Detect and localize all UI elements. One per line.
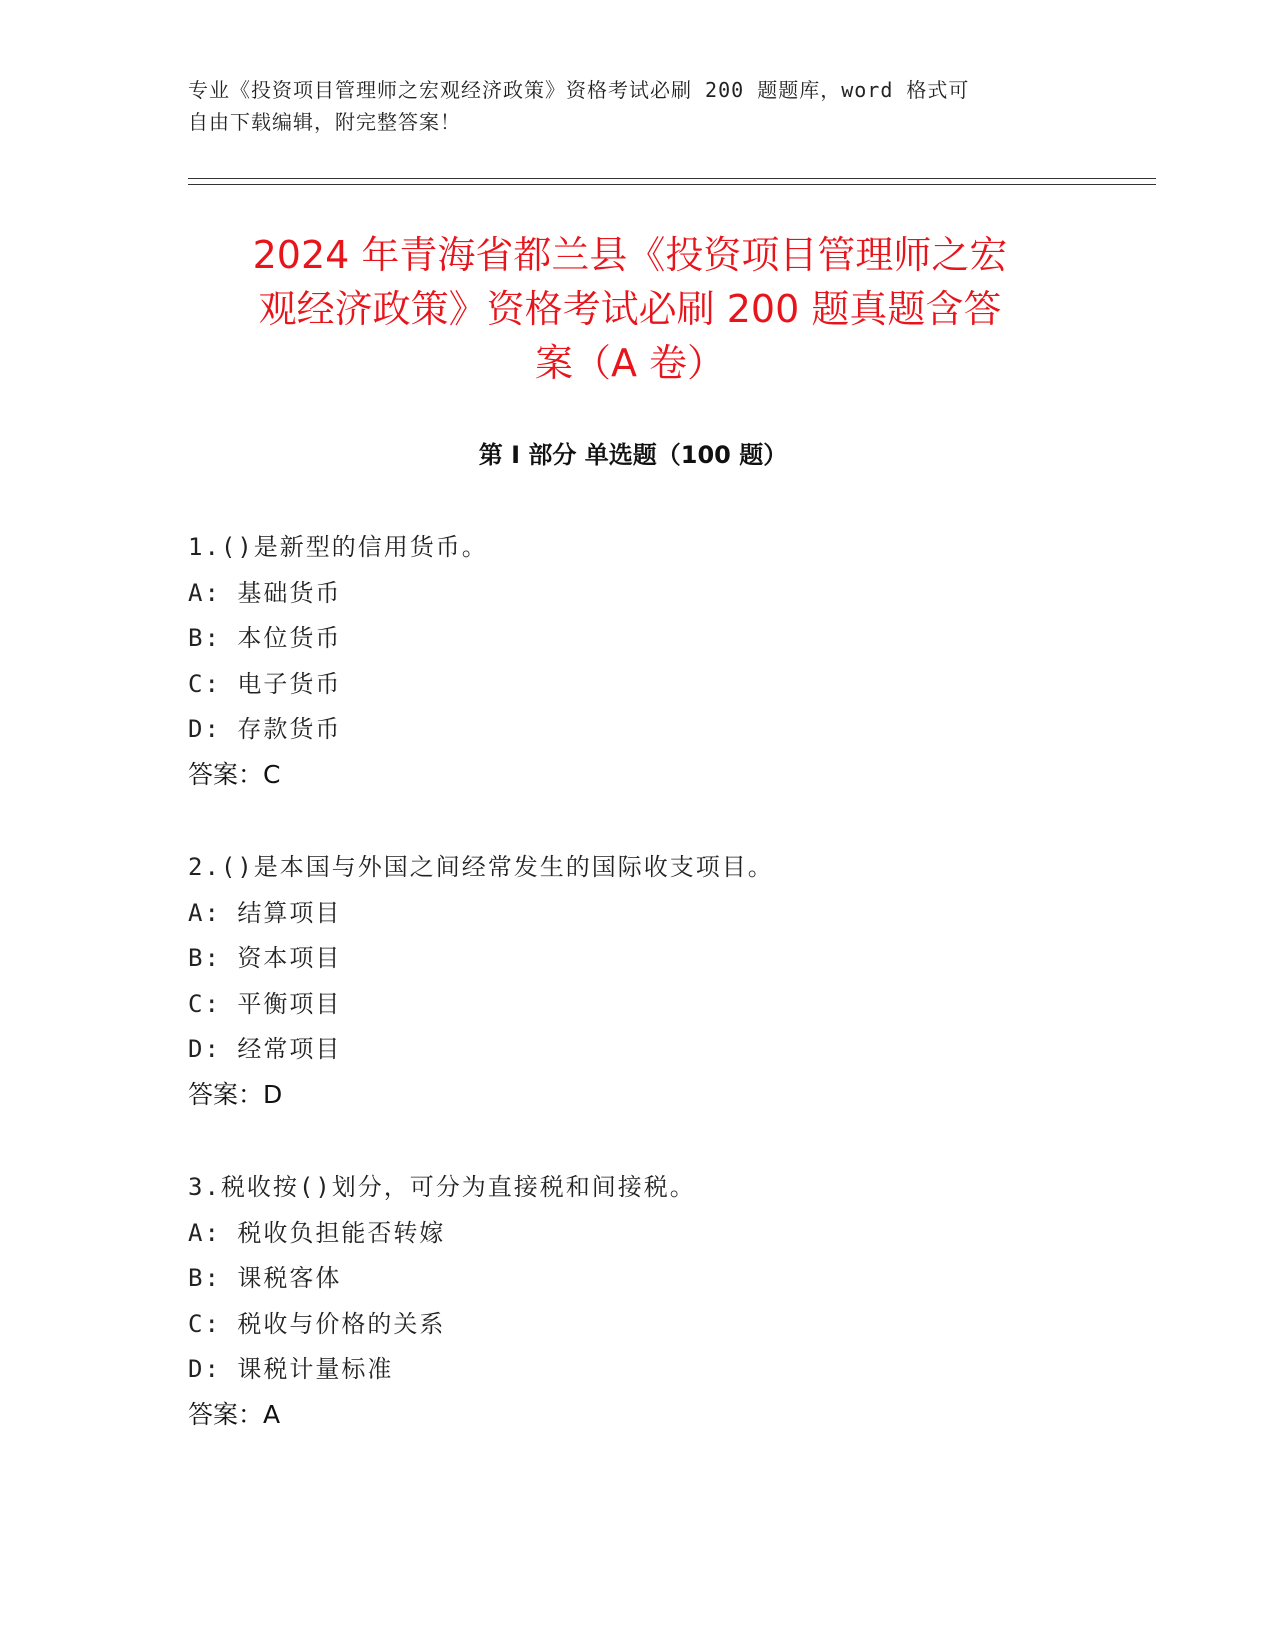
question-stem: 2.()是本国与外国之间经常发生的国际收支项目。 <box>188 853 774 881</box>
document-title <box>180 228 1080 390</box>
option-d: D: 经常项目 <box>188 1035 342 1063</box>
option-c: C: 税收与价格的关系 <box>188 1309 446 1338</box>
document-header-note <box>188 74 1068 138</box>
section-title: 第 I 部分 单选题（100 题） <box>478 441 788 469</box>
option-d: D: 课税计量标准 <box>188 1355 394 1383</box>
question-stem: 3.税收按()划分，可分为直接税和间接税。 <box>188 1173 696 1201</box>
header-divider-top <box>188 178 1156 179</box>
question-2 <box>188 850 1088 1123</box>
header-note-line-2: 自由下载编辑，附完整答案！ <box>188 110 461 134</box>
header-divider-bottom <box>188 184 1156 185</box>
question-stem: 1.()是新型的信用货币。 <box>188 533 488 561</box>
answer: 答案：C <box>188 759 281 789</box>
option-c: C: 平衡项目 <box>188 989 342 1018</box>
header-note-line-1: 专业《投资项目管理师之宏观经济政策》资格考试必刷 200 题题库，word 格式可 <box>188 78 970 102</box>
option-a: A: 基础货币 <box>188 578 342 607</box>
option-b: B: 资本项目 <box>188 944 342 972</box>
option-b: B: 课税客体 <box>188 1264 342 1292</box>
question-1 <box>188 530 1088 803</box>
option-c: C: 电子货币 <box>188 669 342 698</box>
document-title-line-2: 观经济政策》资格考试必刷 200 题真题含答 <box>258 287 1002 331</box>
answer: 答案：A <box>188 1399 281 1429</box>
option-b: B: 本位货币 <box>188 624 342 652</box>
option-d: D: 存款货币 <box>188 715 342 743</box>
question-3 <box>188 1170 1088 1443</box>
option-a: A: 税收负担能否转嫁 <box>188 1218 446 1247</box>
document-title-line-3: 案（A 卷） <box>534 341 726 385</box>
document-title-line-1: 2024 年青海省都兰县《投资项目管理师之宏 <box>252 233 1008 277</box>
answer: 答案：D <box>188 1079 283 1109</box>
option-a: A: 结算项目 <box>188 898 342 927</box>
